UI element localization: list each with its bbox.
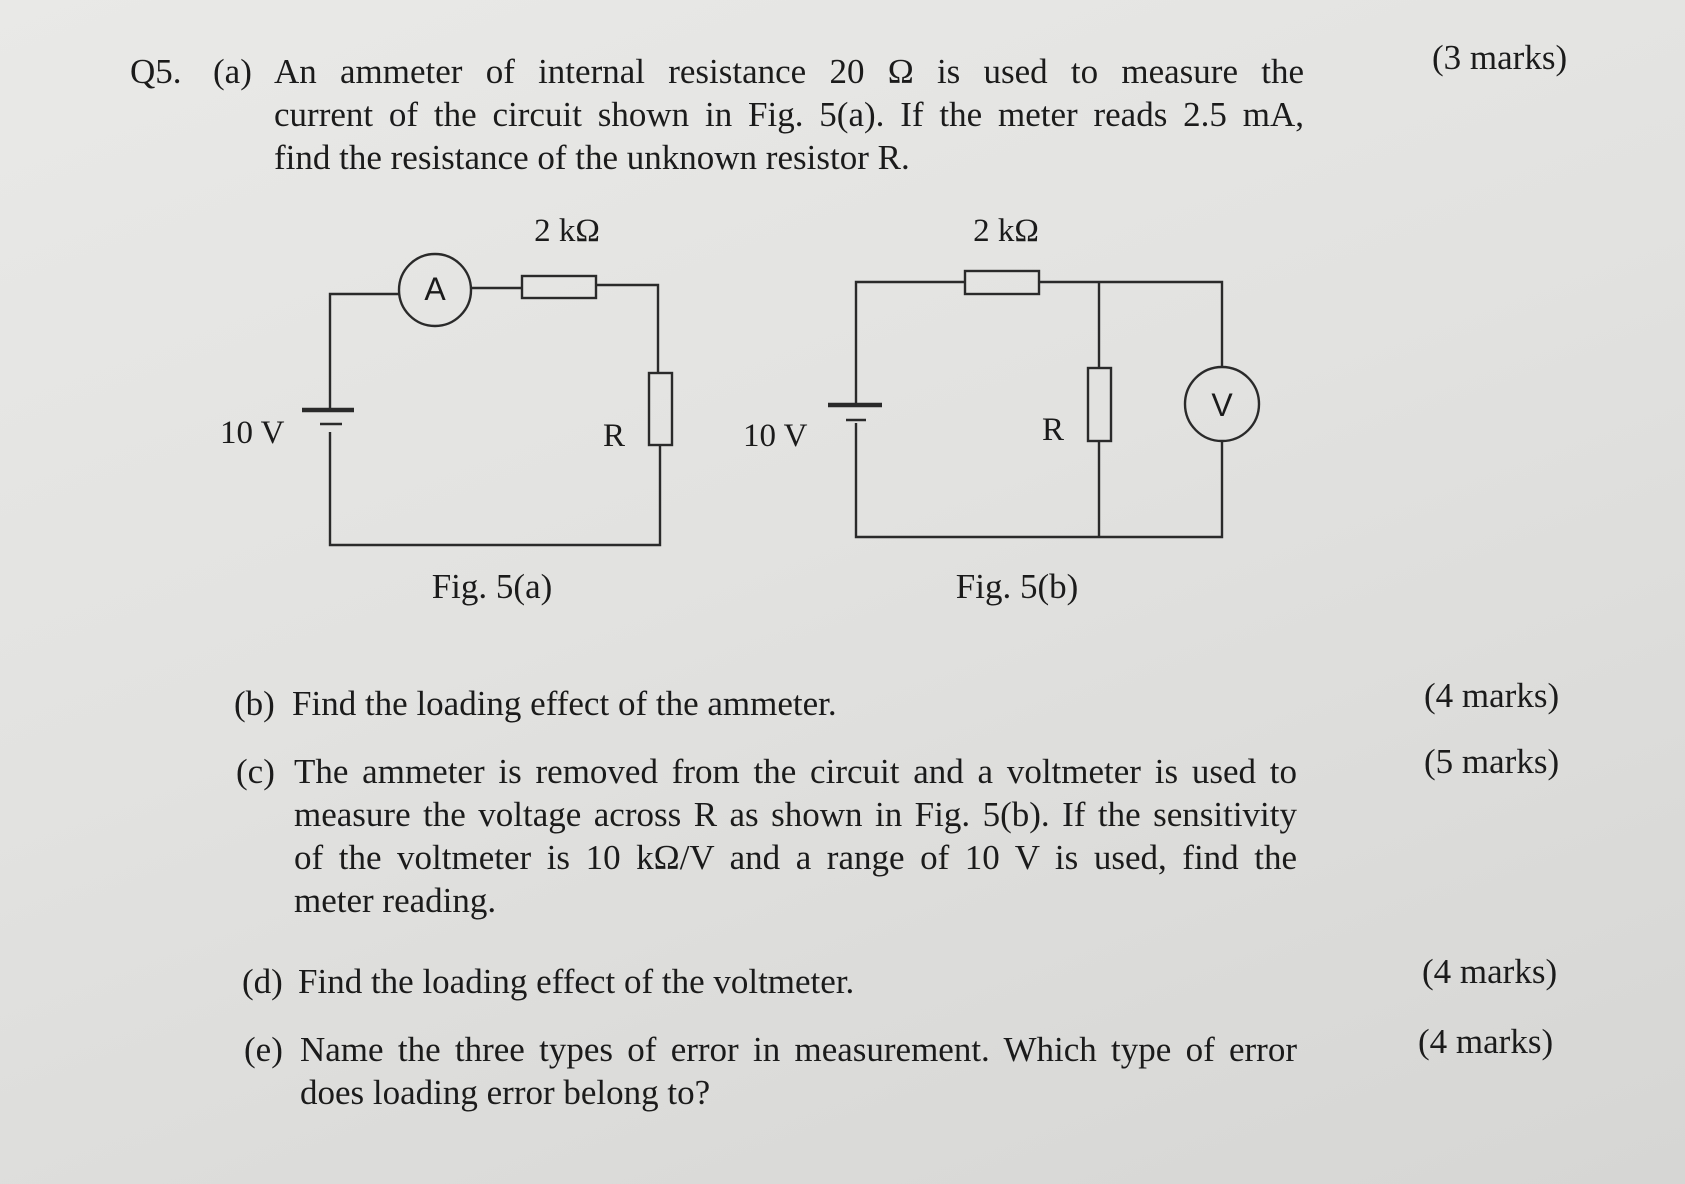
fig-5a-circuit (220, 213, 672, 606)
ammeter-label: A (424, 271, 446, 307)
part-c-marks: (5 marks) (1424, 742, 1560, 781)
part-a-label: (a) (213, 52, 252, 91)
part-e-line-2: does loading error belong to? (300, 1073, 711, 1112)
part-e-text (300, 1028, 1297, 1114)
fig-5b-wire-top (1039, 282, 1222, 367)
part-d-marks: (4 marks) (1422, 952, 1558, 991)
fig-5a-resistor-2k (522, 276, 596, 298)
fig-5a-caption: Fig. 5(a) (431, 567, 553, 606)
fig-5b-resistor-2k (965, 271, 1039, 294)
part-c-label: (c) (236, 752, 275, 791)
part-a-line-2: current of the circuit shown in Fig. 5(a). If the meter reads 2.5 mA, (274, 95, 1304, 134)
part-a-marks: (3 marks) (1432, 38, 1568, 77)
fig-5b-wire-left-top (856, 282, 965, 405)
fig-5a-resistor-r (649, 373, 672, 445)
fig-5b-resistor-r (1088, 368, 1111, 441)
fig-5a-resistor-label: 2 kΩ (534, 213, 600, 249)
question-number: Q5. (130, 52, 182, 91)
fig-5b-resistor-label: 2 kΩ (973, 213, 1039, 249)
part-c-line-3: of the voltmeter is 10 kΩ/V and a range of 10 V is used, find the (294, 838, 1297, 877)
fig-5b-r-label: R (1042, 412, 1065, 448)
part-e-line-1: Name the three types of error in measurement. Which type of error (300, 1030, 1297, 1069)
part-e-marks: (4 marks) (1418, 1022, 1554, 1061)
part-a-line-3: find the resistance of the unknown resistor R. (274, 138, 910, 177)
part-d-text: Find the loading effect of the voltmeter. (298, 962, 855, 1001)
part-c-line-1: The ammeter is removed from the circuit and a voltmeter is used to (294, 752, 1297, 791)
part-d-label: (d) (242, 962, 283, 1001)
part-b-marks: (4 marks) (1424, 676, 1560, 715)
fig-5a-r-label: R (603, 418, 626, 454)
fig-5a-wire-left-top (330, 294, 400, 412)
part-b-label: (b) (234, 684, 275, 723)
part-a-line-1: An ammeter of internal resistance 20 Ω is used to measure the (274, 52, 1304, 91)
part-c-line-4: meter reading. (294, 881, 497, 920)
part-b-text: Find the loading effect of the ammeter. (292, 684, 837, 723)
part-c-text (294, 750, 1297, 922)
fig-5b-circuit (743, 213, 1259, 606)
fig-5a-wire-top-right (596, 285, 658, 373)
fig-5b-source-label: 10 V (743, 418, 808, 454)
fig-5b-wire-bottom (856, 423, 1222, 537)
fig-5a-source-label: 10 V (220, 415, 285, 451)
voltmeter-label: V (1211, 387, 1233, 423)
part-c-line-2: measure the voltage across R as shown in Fig. 5(b). If the sensitivity (294, 795, 1297, 834)
part-e-label: (e) (244, 1030, 283, 1069)
fig-5b-caption: Fig. 5(b) (955, 567, 1079, 606)
